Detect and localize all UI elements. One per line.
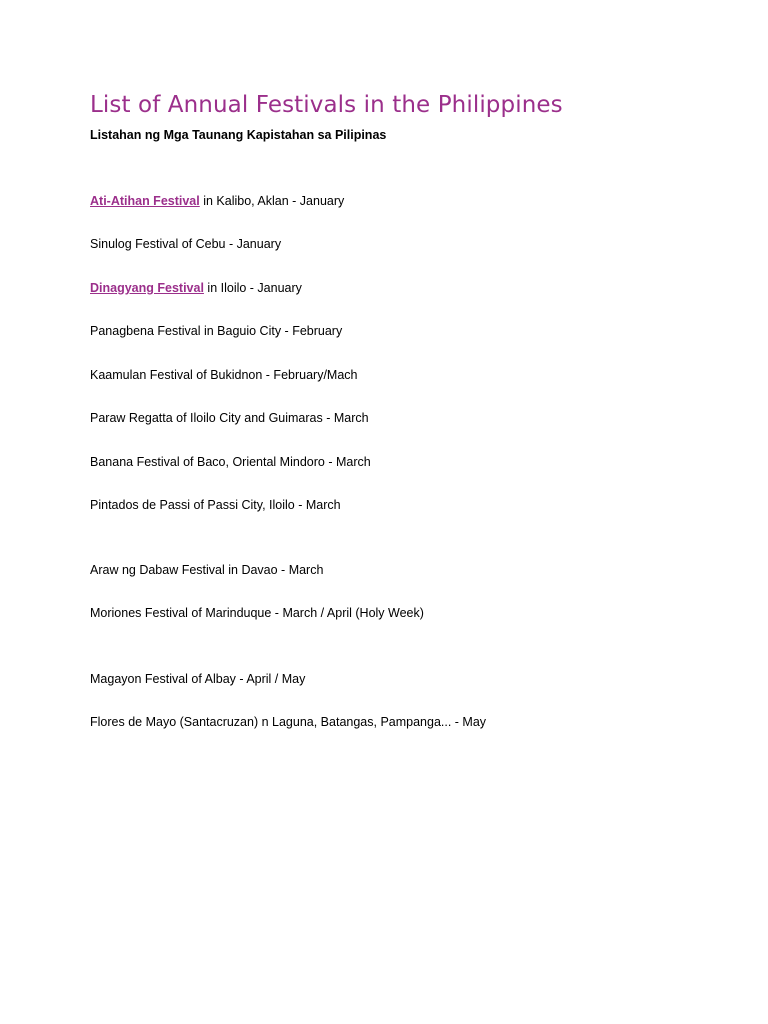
festival-item xyxy=(90,193,344,209)
festival-text: Banana Festival of Baco, Oriental Mindoro - March xyxy=(90,455,371,469)
festival-text: Flores de Mayo (Santacruzan) n Laguna, Batangas, Pampanga... - May xyxy=(90,715,487,729)
festival-text: in Iloilo - January xyxy=(203,281,302,295)
festival-item xyxy=(90,367,358,383)
festival-text: Paraw Regatta of Iloilo City and Guimaras - March xyxy=(90,411,369,425)
festival-text: in Kalibo, Aklan - January xyxy=(199,194,345,208)
festival-text: Panagbena Festival in Baguio City - February xyxy=(90,324,343,338)
festival-item xyxy=(90,410,369,426)
page-title: List of Annual Festivals in the Philippines xyxy=(90,92,563,118)
festival-item xyxy=(90,280,302,296)
festival-item xyxy=(90,714,486,730)
festival-link[interactable]: Dinagyang Festival xyxy=(90,281,204,295)
festival-item xyxy=(90,671,305,687)
festival-item xyxy=(90,605,424,621)
festival-text: Kaamulan Festival of Bukidnon - February/Mach xyxy=(90,368,358,382)
festival-text: Moriones Festival of Marinduque - March / April (Holy Week) xyxy=(90,606,424,620)
festival-text: Pintados de Passi of Passi City, Iloilo - March xyxy=(90,498,341,512)
festival-item xyxy=(90,454,371,470)
festival-text: Sinulog Festival of Cebu - January xyxy=(90,237,282,251)
festival-item xyxy=(90,562,323,578)
festival-text: Magayon Festival of Albay - April / May xyxy=(90,672,306,686)
festival-item xyxy=(90,236,281,252)
page-subtitle: Listahan ng Mga Taunang Kapistahan sa Pilipinas xyxy=(90,128,387,142)
festival-item xyxy=(90,497,341,513)
festival-link[interactable]: Ati-Atihan Festival xyxy=(90,194,200,208)
festival-item xyxy=(90,323,342,339)
festival-text: Araw ng Dabaw Festival in Davao - March xyxy=(90,563,324,577)
